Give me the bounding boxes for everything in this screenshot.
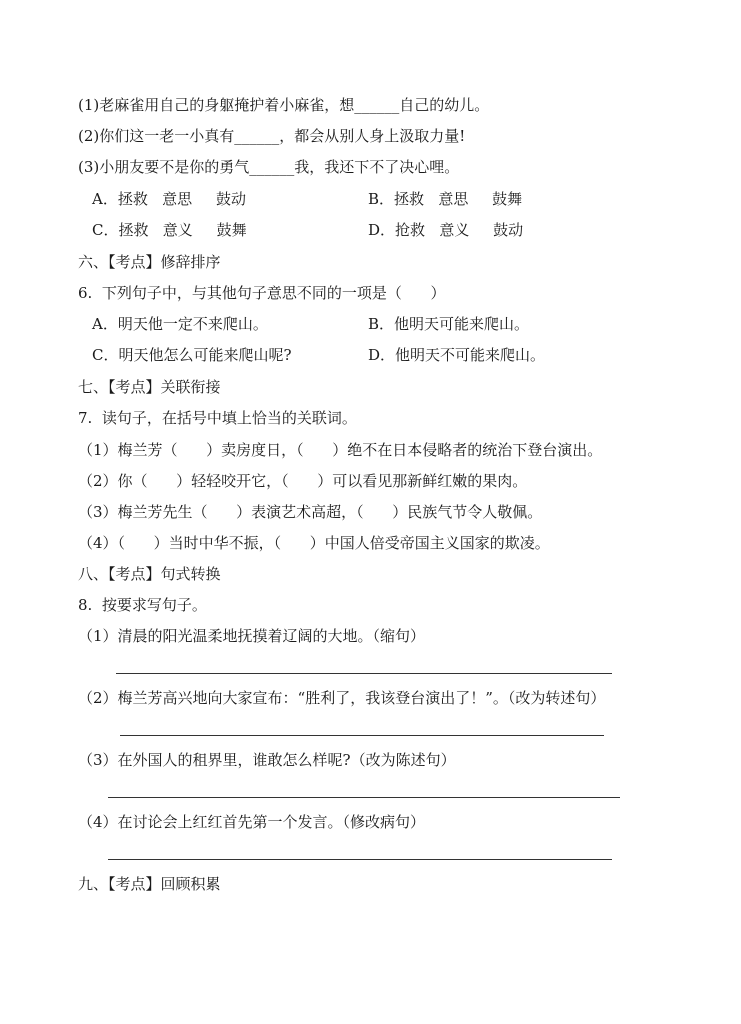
q5-option-d: D．抢救 意义 鼓动 (368, 221, 524, 239)
q5-sentence-1: (1)老麻雀用自己的身躯掩护着小麻雀，想______自己的幼儿。 (78, 96, 490, 114)
q8-answer-line-4[interactable] (108, 859, 612, 860)
q8-question: 8. 按要求写句子。 (78, 596, 207, 614)
q5-option-b: B．拯救 意思 鼓舞 (368, 190, 523, 208)
section-7-header: 七、【考点】关联衔接 (78, 378, 221, 396)
q6-option-a: A．明天他一定不来爬山。 (92, 315, 268, 333)
q8-answer-line-3[interactable] (108, 797, 620, 798)
q5-sentence-3: (3)小朋友要不是你的勇气______我，我还下不了决心哩。 (78, 158, 460, 176)
q7-sentence-2: （2）你（ ）轻轻咬开它，（ ）可以看见那新鲜红嫩的果肉。 (78, 472, 528, 490)
section-8-header: 八、【考点】句式转换 (78, 565, 221, 583)
q5-option-a: A．拯救 意思 鼓动 (92, 190, 246, 208)
q8-answer-line-2[interactable] (120, 735, 604, 736)
q7-sentence-4: （4）（ ）当时中华不振，（ ）中国人倍受帝国主义国家的欺凌。 (78, 534, 550, 552)
q7-sentence-1: （1）梅兰芳（ ）卖房度日，（ ）绝不在日本侵略者的统治下登台演出。 (78, 441, 603, 459)
section-9-header: 九、【考点】回顾积累 (78, 875, 221, 893)
section-6-header: 六、【考点】修辞排序 (78, 253, 221, 271)
q8-sentence-3: （3）在外国人的租界里，谁敢怎么样呢?（改为陈述句） (78, 751, 456, 769)
q6-option-c: C．明天他怎么可能来爬山呢? (92, 346, 292, 364)
q7-question: 7. 读句子，在括号中填上恰当的关联词。 (78, 409, 357, 427)
q5-sentence-2: (2)你们这一老一小真有______，都会从别人身上汲取力量! (78, 127, 466, 145)
q6-option-b: B．他明天可能来爬山。 (368, 315, 530, 333)
q6-option-d: D．他明天不可能来爬山。 (368, 346, 546, 364)
q6-question: 6. 下列句子中，与其他句子意思不同的一项是（ ） (78, 284, 446, 302)
q8-sentence-2: （2）梅兰芳高兴地向大家宣布：“胜利了，我该登台演出了！”。（改为转述句） (78, 689, 606, 707)
q7-sentence-3: （3）梅兰芳先生（ ）表演艺术高超，（ ）民族气节令人敬佩。 (78, 503, 543, 521)
q8-sentence-4: （4）在讨论会上红红首先第一个发言。（修改病句） (78, 813, 426, 831)
q8-sentence-1: （1）清晨的阳光温柔地抚摸着辽阔的大地。（缩句） (78, 627, 426, 645)
q8-answer-line-1[interactable] (116, 673, 612, 674)
q5-option-c: C．拯救 意义 鼓舞 (92, 221, 247, 239)
